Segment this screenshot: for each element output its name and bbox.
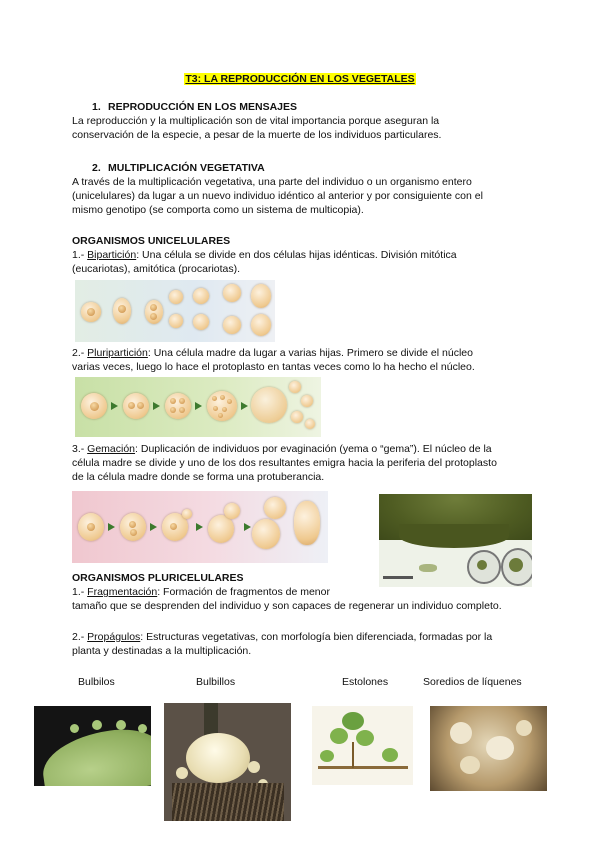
section-2-text: A través de la multiplicación vegetativa, una parte del individuo o un organismo entero (unicelulares) da lugar a un nuevo individuo idéntico al anterior y por consiguiente con el mismo genotipo (se comporta como un sistema de multicopia). xyxy=(72,176,483,216)
bulbillos-photo xyxy=(164,703,291,821)
caption-estolones: Estolones xyxy=(342,676,389,688)
pluriparticion-diagram xyxy=(75,377,321,437)
biparticion-text: 1.- Bipartición: Una célula se divide en dos células hijas idénticas. División mitótica (eucariotas), amitótica (procariotas). xyxy=(72,249,457,275)
section-1-heading: 1. REPRODUCCIÓN EN LOS MENSAJES xyxy=(92,101,298,113)
fragmentacion-text: 1.- Fragmentación: Formación de fragmentos de menor tamaño que se desprenden del individuo y son capaces de regenerar un individuo completo. xyxy=(72,586,502,612)
gemacion-text: 3.- Gemación: Duplicación de individuos por evaginación (yema o “gema”). El núcleo de la célula madre se divide y uno de los dos resultantes emigra hacia la periferia del protoplasto de la célula madre donde se forma una protuberancia. xyxy=(72,443,497,483)
section-1-text: La reproducción y la multiplicación son de vital importancia porque aseguran la conservación de la especie, a pesar de la muerte de los individuos particulares. xyxy=(72,115,442,141)
gemacion-diagram xyxy=(72,491,328,563)
caption-bulbilos: Bulbilos xyxy=(78,676,115,688)
caption-soredios: Soredios de líquenes xyxy=(423,676,522,688)
soredios-photo xyxy=(430,706,547,791)
caption-bulbillos: Bulbillos xyxy=(196,676,236,688)
pluricelulares-heading: ORGANISMOS PLURICELULARES xyxy=(72,572,244,584)
pluriparticion-text: 2.- Pluripartición: Una célula madre da lugar a varias hijas. Primero se divide el núcleo varias veces, luego lo hace el protoplasto en tantas veces como lo ha hecho el núcleo. xyxy=(72,347,475,373)
page-title: T3: LA REPRODUCCIÓN EN LOS VEGETALES xyxy=(185,73,415,85)
propagulos-text: 2.- Propágulos: Estructuras vegetativas, con morfología bien diferenciada, formadas por la planta y destinadas a la multiplicación. xyxy=(72,631,493,657)
bulbilos-photo xyxy=(34,706,151,786)
section-2-heading: 2. MULTIPLICACIÓN VEGETATIVA xyxy=(92,162,265,174)
estolones-photo xyxy=(312,706,413,785)
biparticion-diagram xyxy=(75,280,275,342)
unicelulares-heading: ORGANISMOS UNICELULARES xyxy=(72,235,231,247)
